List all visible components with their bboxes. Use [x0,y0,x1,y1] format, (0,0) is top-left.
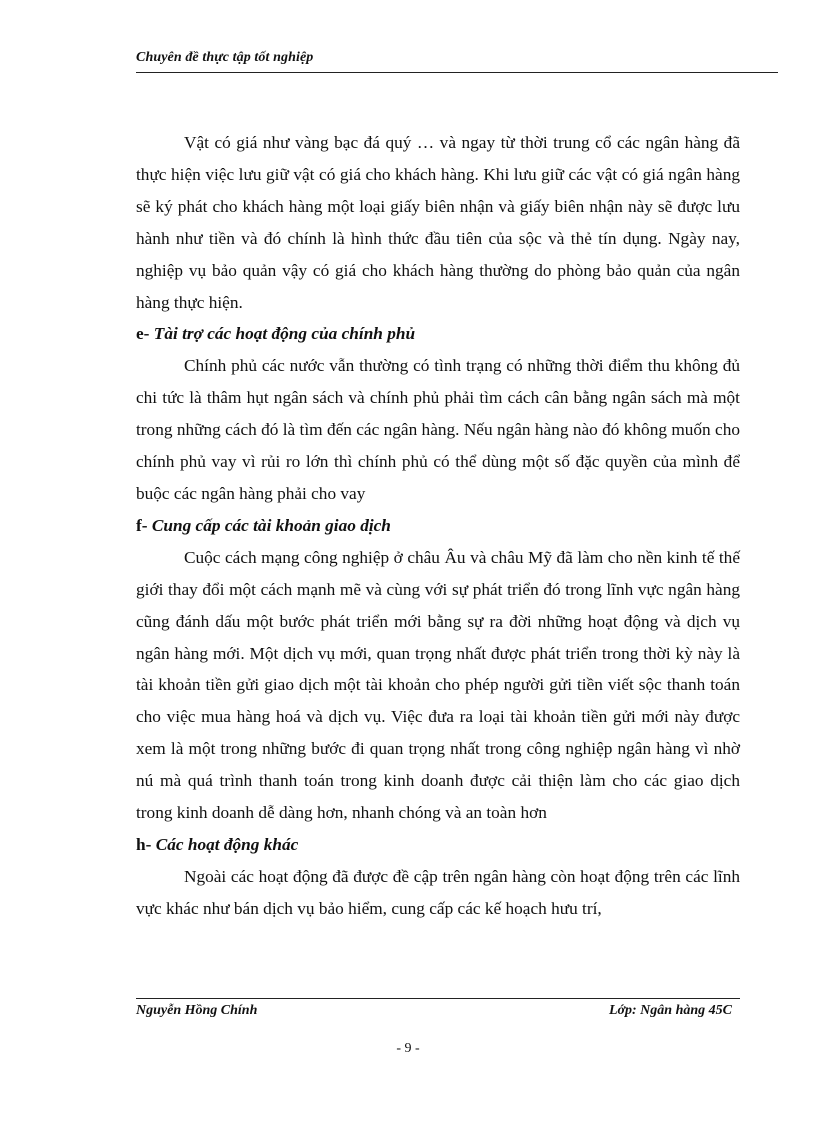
footer-divider [136,998,740,999]
page-number: - 9 - [396,1041,420,1056]
section-e-heading [136,318,740,350]
page-header [136,46,778,73]
section-f-title: Cung cấp các tài khoản giao dịch [151,515,391,535]
paragraph-intro: Vật có giá như vàng bạc đá quý … và ngay từ thời trung cổ các ngân hàng đã thực hiện việc lưu giữ vật có giá cho khách hàng. Khi lưu giữ các vật có giá ngân hàng sẽ ký phát cho khách hàng một loại giấy biên nhận và giấy biên nhận này sẽ được lưu hành như tiền và đó chính là hình thức đầu tiên của sộc và thẻ tín dụng. Ngày nay, nghiệp vụ bảo quản vậy có giá cho khách hàng thường do phòng bảo quản của ngân hàng thực hiện. [136,133,740,312]
section-f-paragraph: Cuộc cách mạng công nghiệp ở châu Âu và châu Mỹ đã làm cho nền kinh tế thế giới thay đổi một cách mạnh mẽ và cùng với sự phát triển đó trong lĩnh vực ngân hàng cũng đánh dấu một bước phát triển mới bằng sự ra đời những hoạt động và dịch vụ ngân hàng mới. Một dịch vụ mới, quan trọng nhất được phát triển trong thời kỳ này là tài khoản tiền gửi giao dịch một tài khoản cho phép người gửi tiền viết sộc thanh toán cho việc mua hàng hoá và dịch vụ. Việc đưa ra loại tài khoản tiền gửi mới này được xem là một trong những bước đi quan trọng nhất trong công nghiệp ngân hàng vì nhờ nú mà quá trình thanh toán trong kinh doanh được cải thiện làm cho các giao dịch trong kinh doanh dễ dàng hơn, nhanh chóng và an toàn hơn [136,547,740,823]
footer-class: Lớp: Ngân hàng 45C [608,1003,732,1018]
section-e-title: Tài trợ các hoạt động của chính phủ [153,324,416,344]
header-title: Chuyên đề thực tập tốt nghiệp [136,50,314,65]
section-f-heading [136,510,740,542]
section-h-heading [136,829,740,861]
section-h-paragraph: Ngoài các hoạt động đã được đề cập trên ngân hàng còn hoạt động trên các lĩnh vực khác như bán dịch vụ bảo hiểm, cung cấp các kế hoạch hưu trí, [136,866,740,918]
section-f-label: f- [136,515,148,535]
section-e-paragraph: Chính phủ các nước vẫn thường có tình trạng có những thời điểm thu không đủ chi tức là thâm hụt ngân sách và chính phủ phải tìm cách cân bằng ngân sách mà một trong những cách đó là tìm đến các ngân hàng. Nếu ngân hàng nào đó không muốn cho chính phủ vay vì rủi ro lớn thì chính phủ có thể dùng một số đặc quyền của mình để buộc các ngân hàng phải cho vay [136,356,740,503]
section-h-title: Các hoạt động khác [155,834,299,854]
section-e-label: e- [136,324,150,344]
section-h-label: h- [136,834,152,854]
footer-author: Nguyễn Hồng Chính [136,1003,258,1018]
document-body [136,127,740,925]
